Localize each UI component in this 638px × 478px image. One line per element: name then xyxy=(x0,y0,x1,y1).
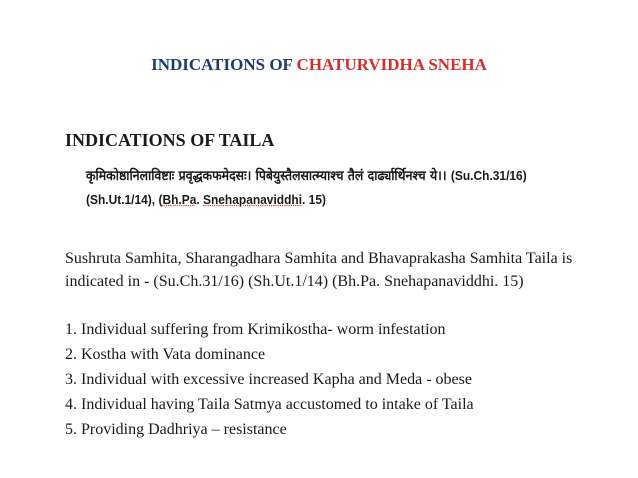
list-item: 5. Providing Dadhriya – resistance xyxy=(65,421,287,438)
intro-paragraph xyxy=(65,247,585,293)
verse-line-1 xyxy=(86,164,528,188)
title-text: INDICATIONS OF xyxy=(151,55,297,74)
title-accent-text: CHATURVIDHA SNEHA xyxy=(296,55,487,74)
verse-reference-sharangadhara: (Sh.Ut.1/14), xyxy=(86,192,159,207)
verse-line-2 xyxy=(86,188,528,211)
intro-text: Sushruta Samhita, Sharangadhara Samhita and Bhavaprakasha Samhita Taila is indicated in - (Su.Ch.31/16) (Sh.Ut.1/14) (Bh.Pa. Snehapanaviddhi. 15) xyxy=(65,250,573,290)
verse-text: कृमिकोष्ठानिलाविष्टाः प्रवृद्धकफमेदसः। पिबेयुस्तैलसात्म्याश्च तैलं दार्ढ्यार्थिनश्च ये।। xyxy=(86,168,451,184)
verse-ref-bhpa: Bh.Pa xyxy=(162,192,197,207)
section-heading: INDICATIONS OF TAILA xyxy=(65,130,275,150)
verse-ref-dot: . xyxy=(196,192,203,207)
slide-title xyxy=(0,55,638,75)
verse-ref-snehapanaviddhi: Snehapanaviddhi xyxy=(202,192,303,207)
verse-ref-close: . 15) xyxy=(302,192,326,207)
list-item: 3. Individual with excessive increased Kapha and Meda - obese xyxy=(65,371,472,388)
sanskrit-verse xyxy=(86,164,528,211)
indications-list xyxy=(65,317,605,442)
list-item: 4. Individual having Taila Satmya accustomed to intake of Taila xyxy=(65,396,474,413)
list-item: 2. Kostha with Vata dominance xyxy=(65,346,266,363)
verse-reference-sushruta: (Su.Ch.31/16) xyxy=(450,168,527,183)
verse-ref-open: ( xyxy=(158,192,163,207)
list-item: 1. Individual suffering from Krimikostha- worm infestation xyxy=(65,321,446,338)
